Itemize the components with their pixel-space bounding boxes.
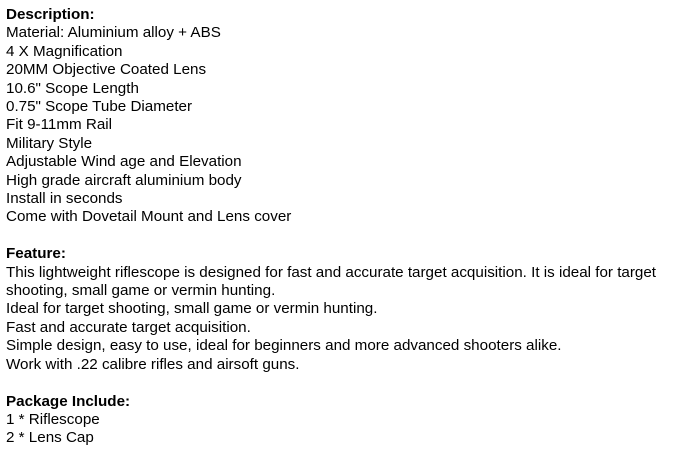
package-section: [6, 393, 693, 448]
package-line-lens-cap: 2 * Lens Cap: [6, 429, 94, 447]
feature-section: [6, 245, 693, 374]
feature-line-compatibility: Work with .22 calibre rifles and airsoft guns.: [6, 355, 300, 373]
package-heading: Package Include:: [6, 392, 131, 410]
description-line-rail-fit: Fit 9-11mm Rail: [6, 116, 113, 134]
feature-paragraph-intro: This lightweight riflescope is designed for fast and accurate target acquisition. It is ideal for target shooting, small game or vermin hunting.: [6, 263, 657, 300]
description-line-tube-diameter: 0.75" Scope Tube Diameter: [6, 98, 193, 116]
feature-heading: Feature:: [6, 245, 66, 263]
description-line-mount: Come with Dovetail Mount and Lens cover: [6, 208, 292, 226]
feature-line-design: Simple design, easy to use, ideal for beginners and more advanced shooters alike.: [6, 337, 562, 355]
description-line-adjustable: Adjustable Wind age and Elevation: [6, 153, 242, 171]
feature-line-acquisition: Fast and accurate target acquisition.: [6, 318, 251, 336]
description-section: [6, 6, 693, 227]
package-line-riflescope: 1 * Riflescope: [6, 410, 100, 428]
description-line-scope-length: 10.6" Scope Length: [6, 79, 139, 97]
description-line-objective-lens: 20MM Objective Coated Lens: [6, 61, 207, 79]
feature-line-ideal: Ideal for target shooting, small game or vermin hunting.: [6, 300, 378, 318]
description-line-install: Install in seconds: [6, 190, 123, 208]
description-line-style: Military Style: [6, 134, 93, 152]
description-heading: Description:: [6, 6, 95, 23]
description-line-magnification: 4 X Magnification: [6, 42, 123, 60]
description-line-body: High grade aircraft aluminium body: [6, 171, 242, 189]
description-line-material: Material: Aluminium alloy + ABS: [6, 24, 221, 42]
